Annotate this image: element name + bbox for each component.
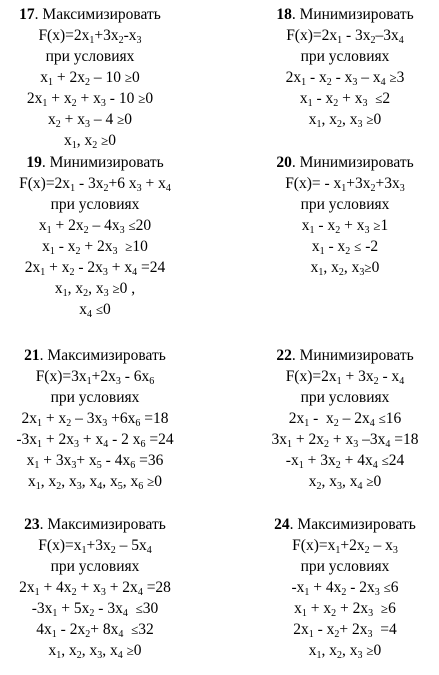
problem-number: 17: [19, 6, 35, 23]
constraint-line: $x_1 - x_2 + x_3 \le 2$: [299, 90, 391, 109]
problem-number: 18: [276, 6, 292, 23]
problem-20: [250, 152, 439, 278]
problem-number: 20: [276, 154, 292, 171]
constraints-heading: при условиях: [50, 389, 140, 406]
constraint-line: $2x_1 - x_2 - 2x_4 \le 16$: [288, 410, 402, 429]
objective-function: $F(x)=2x_1 - 3x_2+6$ $x_3 + x_4$: [19, 175, 171, 194]
constraint-line: $2x_1 + 4x_2 + x_3 + 2x_4 =28$: [19, 579, 171, 598]
problem-heading: . Минимизировать: [291, 154, 414, 171]
constraint-line: $3x_1 + 2x_2 + x_3$ $-3x_4 =18$: [271, 431, 419, 450]
problem-lines: [0, 535, 190, 661]
constraint-line: $-x_1 + 4x_2 - 2x_3 \le 6$: [291, 579, 399, 598]
problem-number: 24: [274, 516, 290, 533]
constraint-line: $4x_1 - 2x_2+ 8x_4 \le 32$: [36, 621, 154, 640]
objective-function: $F(x)=3x_1+2x_3 - 6x_6$: [35, 368, 155, 387]
problem-heading: . Максимизировать: [34, 6, 161, 23]
constraint-line: $x_1$, $x_2$, $x_3 \ge 0$: [308, 111, 382, 130]
problem-17: [0, 4, 180, 151]
constraint-line: $x_2 + x_3 - 4 \ge 0$: [47, 111, 132, 130]
constraint-line: $-3x_1 + 2x_3 + x_4 - 2$ $x_6 =24$: [16, 431, 174, 450]
problem-22: [250, 345, 439, 492]
constraint-line: $x_1$, $x_2$, $x_3 \ge 0$: [308, 642, 382, 661]
objective-function: $F(x)=2x_1+3x_2-x_3$: [38, 27, 142, 46]
constraint-line: $-3x_1 + 5x_2 - 3x_4 \le 30$: [31, 600, 159, 619]
problem-title: [250, 152, 439, 173]
problem-lines: [0, 366, 190, 492]
objective-function: $F(x)=x_1+2x_2 - x_3$: [292, 537, 398, 556]
problem-heading: . Максимизировать: [39, 516, 166, 533]
problem-title: [250, 514, 439, 535]
constraint-line: $x_1 + 3x_3+ x_5 - 4x_6 =36$: [26, 452, 164, 471]
problem-title: [250, 4, 439, 25]
problem-number: 19: [26, 154, 42, 171]
problem-21: [0, 345, 190, 492]
constraint-line: $2x_1 + x_2 + x_3 - 10 \ge 0$: [26, 90, 154, 109]
problem-19: [0, 152, 190, 320]
problem-lines: [250, 173, 439, 278]
constraints-heading: при условиях: [45, 48, 135, 65]
constraint-line: $-x_1 + 3x_2 + 4x_4 \le 24$: [285, 452, 405, 471]
problem-number: 21: [24, 347, 40, 364]
problem-lines: [250, 535, 439, 661]
constraint-line: $x_1$, $x_2$, $x_3\ge 0$: [310, 259, 380, 278]
problem-title: [250, 345, 439, 366]
problem-title: [0, 345, 190, 366]
constraint-line: $x_1 - x_2 + 2x_3 \ge 10$: [42, 238, 148, 257]
constraint-line: $2x_1 + x_2 - 2x_3 + x_4 =24$: [24, 259, 166, 278]
constraints-heading: при условиях: [50, 196, 140, 213]
constraint-line: $2x_1 - x_2 - x_3 - x_4 \ge 3$: [285, 69, 405, 88]
objective-function: $F(x)=x_1+3x_2 - 5x_4$: [38, 537, 152, 556]
problem-lines: [0, 173, 190, 320]
constraint-line: $x_1$, $x_2 \ge 0$: [63, 132, 116, 151]
problem-lines: [250, 366, 439, 492]
problem-heading: . Минимизировать: [291, 6, 414, 23]
problem-heading: . Максимизировать: [289, 516, 416, 533]
problem-23: [0, 514, 190, 661]
constraint-line: $x_1$, $x_2$, $x_3$, $x_4$, $x_5$, $x_6 \ge 0$: [27, 473, 162, 492]
constraint-line: $x_2$, $x_3$, $x_4 \ge 0$: [308, 473, 382, 492]
objective-function: $F(x)=2x_1 + 3x_2 - x_4$: [285, 368, 405, 387]
problem-heading: . Минимизировать: [41, 154, 164, 171]
constraints-heading: при условиях: [300, 389, 390, 406]
constraints-heading: при условиях: [300, 196, 390, 213]
problem-18: [250, 4, 439, 130]
constraint-line: $x_1 + x_2 + 2x_3 \ge 6$: [294, 600, 396, 619]
problem-heading: . Максимизировать: [39, 347, 166, 364]
problem-title: [0, 152, 190, 173]
constraint-line: $x_1 - x_2 + x_3 \ge 1$: [301, 217, 389, 236]
constraint-line: $2x_1 - x_2+ 2x_3 =4$: [293, 621, 397, 640]
constraints-heading: при условиях: [300, 558, 390, 575]
problem-title: [0, 514, 190, 535]
constraint-line: $2x_1 + x_2 - 3x_3 +6x_6 =18$: [21, 410, 169, 429]
constraints-heading: при условиях: [50, 558, 140, 575]
problem-number: 22: [276, 347, 292, 364]
objective-function: $F(x)=2x_1 - 3x_2-3x_4$: [286, 27, 404, 46]
constraint-line: $x_4 \le 0$: [79, 301, 111, 320]
objective-function: $F(x)= - x_1+3x_2+3x_3$: [285, 175, 405, 194]
problem-lines: [0, 25, 180, 151]
constraint-line: $x_1$, $x_2$, $x_3$, $x_4 \ge 0$: [48, 642, 142, 661]
constraint-line: $x_1$, $x_2$, $x_3 \ge 0$ ,: [54, 280, 136, 299]
problem-number: 23: [24, 516, 40, 533]
problem-24: [250, 514, 439, 661]
constraint-line: $x_1 + 2x_2 - 4x_3 \le 20$: [38, 217, 152, 236]
constraint-line: $x_1 + 2x_2 - 10 \ge 0$: [40, 69, 140, 88]
problem-heading: . Минимизировать: [291, 347, 414, 364]
constraint-line: $x_1 - x_2 \le -2$: [311, 238, 379, 257]
problem-title: [0, 4, 180, 25]
constraints-heading: при условиях: [300, 48, 390, 65]
problem-lines: [250, 25, 439, 130]
